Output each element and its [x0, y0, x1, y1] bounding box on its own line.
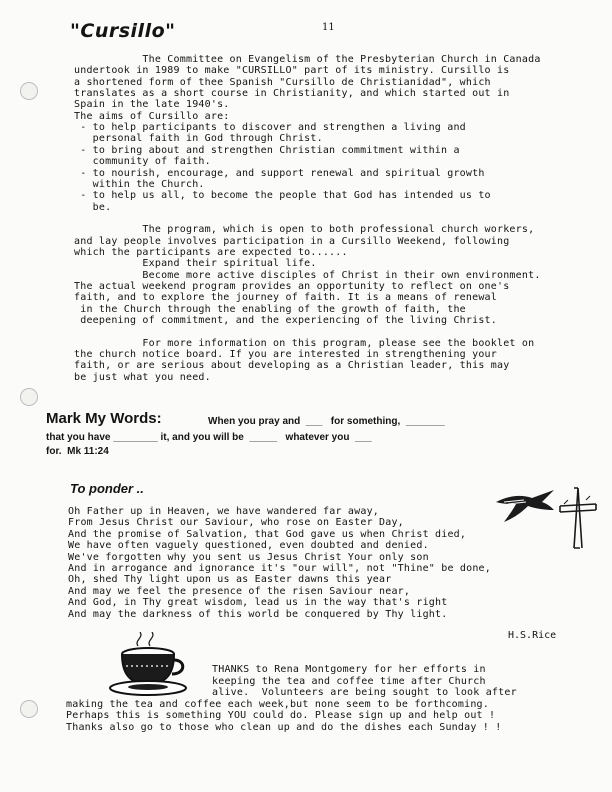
- thanks-text-line: alive. Volunteers are being sought to look after: [212, 687, 517, 698]
- poem-line: We've forgotten why you sent us Jesus Christ Your only son: [68, 551, 429, 563]
- cursillo-text-line: The program, which is open to both professional church workers,: [74, 224, 535, 236]
- poem-line: And may we feel the presence of the risen Saviour near,: [68, 585, 411, 597]
- poem-line: And God, in Thy great wisdom, lead us in the way that's right: [68, 597, 448, 609]
- thanks-text-line: making the tea and coffee each week,but none seem to be forthcoming.: [66, 698, 489, 710]
- cursillo-text-line: The Committee on Evangelism of the Presbyterian Church in Canada: [74, 54, 541, 65]
- mark-my-words-line1: When you pray and ___ for something, _______: [208, 416, 445, 427]
- poem-line: From Jesus Christ our Saviour, who rose on Easter Day,: [68, 517, 404, 529]
- cursillo-text-line: faith, or are serious about developing as a Christian leader, this may: [74, 360, 510, 372]
- dove-icon: [494, 488, 558, 528]
- thanks-text-line: THANKS to Rena Montgomery for her efforts in: [212, 664, 486, 675]
- cursillo-text-line: - to nourish, encourage, and support renewal and spiritual growth: [74, 167, 485, 179]
- cursillo-text-line: The actual weekend program provides an opportunity to reflect on one's: [74, 281, 510, 292]
- cursillo-text-line: which the participants are expected to......: [74, 246, 348, 258]
- page-number: 11: [322, 22, 335, 33]
- mark-my-words-heading: Mark My Words:: [46, 410, 162, 427]
- to-ponder-heading: To ponder ..: [70, 481, 144, 496]
- cursillo-text-line: undertook in 1989 to make "CURSILLO" part of its ministry. Cursillo is: [74, 65, 510, 77]
- coffee-cup-icon: [104, 632, 196, 698]
- cursillo-text-line: - to bring about and strengthen Christian commitment within a: [74, 144, 460, 156]
- cursillo-text-line: For more information on this program, please see the booklet on: [74, 337, 535, 349]
- cursillo-text-line: in the Church through the enabling of the growth of faith, the: [74, 303, 466, 315]
- page-title: "Cursillo": [70, 20, 176, 42]
- thanks-text-line: Perhaps this is something YOU could do. Please sign up and help out !: [66, 710, 496, 721]
- cursillo-text-line: Expand their spiritual life.: [74, 258, 317, 270]
- cursillo-text-line: and lay people involves participation in a Cursillo Weekend, following: [74, 235, 510, 247]
- binder-hole-top: [20, 82, 38, 100]
- cursillo-text-line: The aims of Cursillo are:: [74, 110, 230, 122]
- thanks-text-line: Thanks also go to those who clean up and do the dishes each Sunday ! !: [66, 721, 502, 733]
- cursillo-text-line: deepening of commitment, and the experiencing of the living Christ.: [74, 315, 497, 327]
- cursillo-text-line: a shortened form of thee Spanish "Cursillo de Christianidad", which: [74, 76, 491, 88]
- cursillo-text-line: within the Church.: [74, 178, 205, 190]
- mark-my-words-reference: for. Mk 11:24: [46, 446, 109, 457]
- poem-author: H.S.Rice: [508, 630, 557, 641]
- poem-line: And the promise of Salvation, that God gave us when Christ died,: [68, 528, 467, 540]
- thanks-text-line: keeping the tea and coffee time after Church: [212, 675, 486, 687]
- poem-line: Oh Father up in Heaven, we have wandered far away,: [68, 506, 380, 517]
- cursillo-text-line: - to help participants to discover and strengthen a living and: [74, 122, 466, 134]
- cursillo-text-line: the church notice board. If you are interested in strengthening your: [74, 349, 497, 361]
- cursillo-text-line: personal faith in God through Christ.: [74, 133, 323, 145]
- cursillo-text-line: Spain in the late 1940's.: [74, 99, 230, 111]
- cursillo-text-line: translates as a short course in Christianity, and which started out in: [74, 88, 510, 100]
- poem-line: And may the darkness of this world be conquered by Thy light.: [68, 608, 448, 620]
- cursillo-text-line: be just what you need.: [74, 371, 211, 383]
- cross-icon: [556, 484, 600, 552]
- cursillo-text-line: faith, and to explore the journey of faith. It is a means of renewal: [74, 292, 497, 304]
- binder-hole-middle: [20, 388, 38, 406]
- poem-line: We have often vaguely questioned, even doubted and denied.: [68, 540, 429, 552]
- cursillo-text-line: - to help us all, to become the people that God has intended us to: [74, 190, 491, 202]
- cursillo-text-line: Become more active disciples of Christ in their own environment.: [74, 269, 541, 281]
- binder-hole-bottom: [20, 700, 38, 718]
- cursillo-text-line: community of faith.: [74, 156, 211, 168]
- mark-my-words-line2: that you have ________ it, and you will be _____ whatever you ___: [46, 432, 372, 443]
- poem-line: And in arrogance and ignorance it's "our will", not "Thine" be done,: [68, 563, 491, 574]
- cursillo-text-line: be.: [74, 201, 112, 213]
- poem-line: Oh, shed Thy light upon us as Easter dawns this year: [68, 574, 392, 586]
